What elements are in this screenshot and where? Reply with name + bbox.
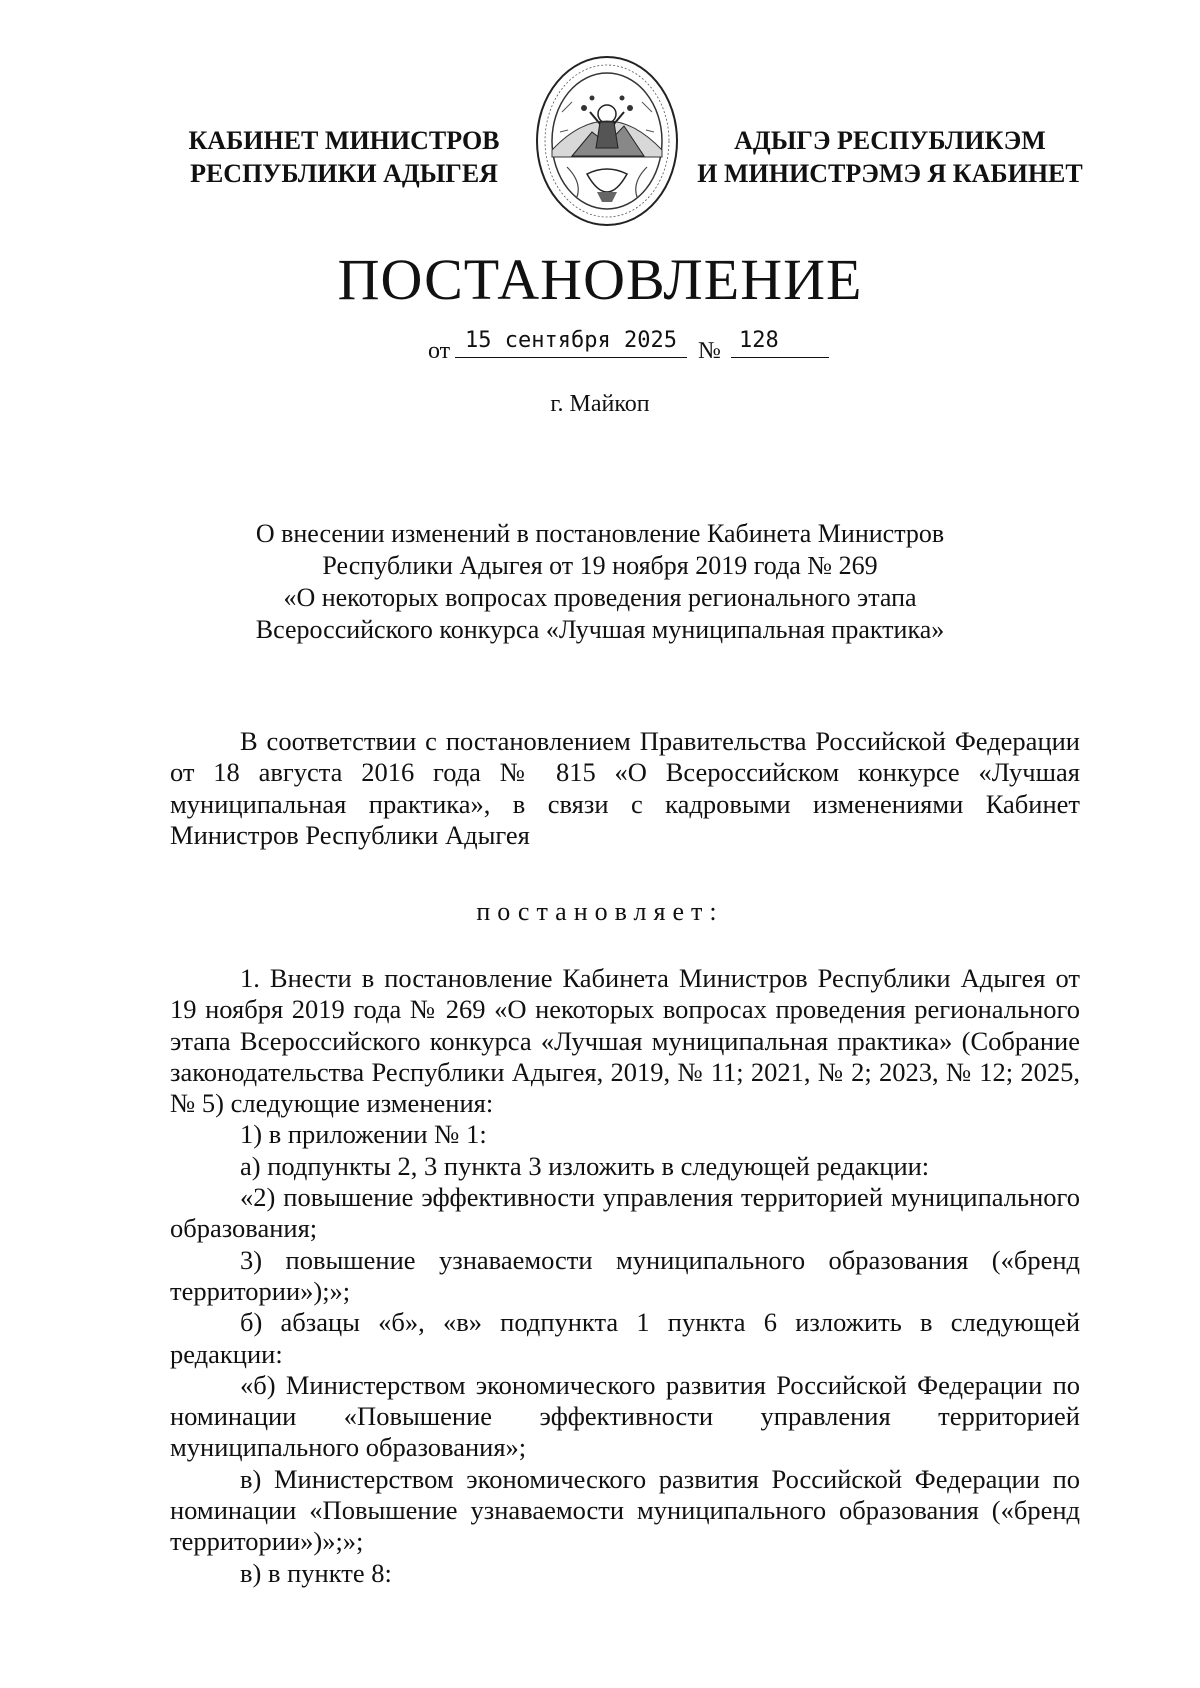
decree-word: постановляет: — [476, 897, 724, 926]
issuer-name-adyghe-line-1: АДЫГЭ РЕСПУБЛИКЭМ — [734, 126, 1046, 155]
preamble-paragraph: В соответствии с постановлением Правительства Российской Федерации от 18 августа 2016 года № 815 «О Всероссийском конкурсе «Лучшая муниципальная практика», в связи с кадровыми изменениями Кабинет Министров Республики Адыгея — [170, 726, 1080, 850]
document-date: 15 сентября 2025 — [455, 328, 687, 358]
body-paragraph-6: б) абзацы «б», «в» подпункта 1 пункта 6 изложить в следующей редакции: — [170, 1307, 1080, 1369]
document-number: 128 — [731, 328, 829, 358]
document-subject — [170, 518, 1030, 646]
body-paragraph-5: 3) повышение узнаваемости муниципального образования («бренд территории»);»; — [170, 1244, 1080, 1306]
date-from-label: от — [428, 338, 451, 364]
subject-line: Всероссийского конкурса «Лучшая муниципальная практика» — [255, 615, 945, 644]
issuer-name-line-1: КАБИНЕТ МИНИСТРОВ — [188, 126, 500, 155]
body-paragraph-1: 1. Внести в постановление Кабинета Министров Республики Адыгея от 19 ноября 2019 года № 269 «О некоторых вопросах проведения регионального этапа Всероссийского конкурса «Лучшая муниципальная практика» (Собрание законодательства Республики Адыгея, 2019, № 11; 2021, № 2; 2023, № 12; 2025, № 5) следующие изменения: — [170, 963, 1080, 1119]
issuer-name-adyghe — [690, 124, 1090, 190]
subject-line: «О некоторых вопросах проведения регионального этапа — [283, 583, 917, 612]
preamble-block — [170, 726, 1080, 851]
body-paragraph-4: «2) повышение эффективности управления территорией муниципального образования; — [170, 1182, 1080, 1244]
coat-of-arms-emblem-icon — [532, 52, 682, 230]
body-text — [170, 963, 1080, 1589]
issue-city: г. Майкоп — [550, 391, 650, 417]
issuer-name-line-2: РЕСПУБЛИКИ АДЫГЕЯ — [190, 159, 498, 188]
body-paragraph-3: а) подпункты 2, 3 пункта 3 изложить в следующей редакции: — [240, 1150, 930, 1181]
number-label: № — [698, 338, 721, 364]
document-title: ПОСТАНОВЛЕНИЕ — [337, 247, 863, 312]
subject-line: О внесении изменений в постановление Кабинета Министров — [255, 519, 945, 548]
body-paragraph-9: в) в пункте 8: — [240, 1557, 392, 1588]
issuer-name-adyghe-line-2: И МИНИСТРЭМЭ Я КАБИНЕТ — [697, 159, 1083, 188]
issuer-name-russian — [184, 124, 504, 190]
body-paragraph-7: «б) Министерством экономического развития Российской Федерации по номинации «Повышение эффективности управления территорией муниципального образования»; — [170, 1369, 1080, 1463]
subject-line: Республики Адыгея от 19 ноября 2019 года № 269 — [322, 551, 878, 580]
body-paragraph-2: 1) в приложении № 1: — [240, 1119, 487, 1150]
body-paragraph-8: в) Министерством экономического развития Российской Федерации по номинации «Повышение узнаваемости муниципального образования («бренд территории»)»;»; — [170, 1463, 1080, 1557]
